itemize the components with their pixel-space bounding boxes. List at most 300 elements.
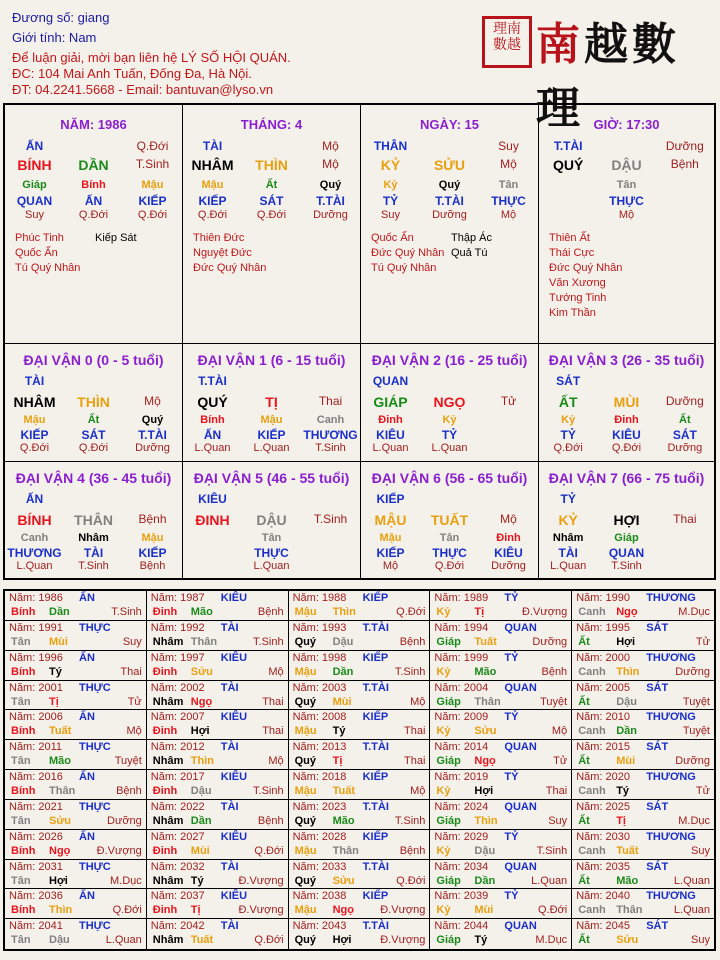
heavenly-stem: ĐINH xyxy=(195,512,230,528)
year-label: Năm: 2035 xyxy=(576,860,630,873)
year-line-1 xyxy=(151,711,284,725)
dv-hidden-gods xyxy=(539,428,714,442)
dv-hidden-stems xyxy=(183,532,360,544)
hidden-god: THƯƠNG xyxy=(303,428,358,442)
year-line-2 xyxy=(434,755,567,769)
year-branch: Dậu xyxy=(190,785,212,797)
year-line-1 xyxy=(9,592,142,606)
year-line-1 xyxy=(576,890,710,904)
year-stage: Q.Đới xyxy=(396,606,426,618)
year-stem: Canh xyxy=(578,665,606,678)
dv-god-row xyxy=(539,492,714,506)
year-stem: Giáp xyxy=(436,755,461,768)
spacer xyxy=(420,139,479,153)
year-line-2 xyxy=(434,696,567,710)
hidden-god: SÁT xyxy=(81,428,106,442)
year-god: THƯƠNG xyxy=(646,890,696,903)
year-line-1 xyxy=(576,592,710,606)
year-branch: Thìn xyxy=(474,814,498,827)
year-line-2 xyxy=(293,934,426,948)
year-label: Năm: 2012 xyxy=(150,741,205,754)
hidden-god: TỶ xyxy=(382,194,399,208)
pillar-title: NGÀY: 15 xyxy=(420,117,479,132)
hidden-god: KIẾP xyxy=(20,428,49,442)
spacer xyxy=(64,492,123,506)
year-line-1 xyxy=(293,831,426,845)
year-god: KIẾP xyxy=(362,592,389,604)
dv-stem-branch xyxy=(5,394,182,410)
year-stage: M.Dục xyxy=(678,814,710,827)
heavenly-stem: BÍNH xyxy=(17,512,52,528)
year-cell xyxy=(289,681,431,711)
hidden-stage: Q.Đới xyxy=(78,209,109,221)
year-label: Năm: 2000 xyxy=(576,651,630,664)
earthly-branch: SỬU xyxy=(433,157,466,173)
pillar-god-row xyxy=(5,139,182,153)
year-line-2 xyxy=(151,666,284,680)
heavenly-stem: QUÝ xyxy=(552,157,584,173)
year-stage: Thai xyxy=(262,725,284,738)
god-stage: Mộ xyxy=(322,139,339,153)
life-stage: Thai xyxy=(673,512,697,526)
year-cell xyxy=(572,770,714,800)
year-line-1 xyxy=(293,711,426,725)
year-branch: Tị xyxy=(332,755,343,768)
year-cell xyxy=(289,919,431,949)
year-stem: Đinh xyxy=(152,844,178,857)
year-stem: Canh xyxy=(578,606,606,618)
hidden-god: ẤN xyxy=(203,428,222,442)
year-cell xyxy=(147,770,289,800)
year-line-1 xyxy=(9,920,142,934)
year-line-1 xyxy=(293,652,426,666)
year-cell xyxy=(147,710,289,740)
year-label: Năm: 2011 xyxy=(9,741,62,754)
year-stage: Tuyệt xyxy=(682,695,710,708)
dai-van-title: ĐẠI VẬN 1 (6 - 15 tuổi) xyxy=(197,352,346,368)
year-line-2 xyxy=(9,815,142,829)
year-branch: Ngọ xyxy=(616,606,638,618)
spacer xyxy=(301,532,360,544)
year-line-1 xyxy=(434,801,567,815)
hidden-god: ẤN xyxy=(84,194,103,208)
year-god: T.TÀI xyxy=(362,920,389,933)
hidden-god: TÀI xyxy=(83,546,104,560)
year-line-2 xyxy=(151,725,284,739)
life-stage: Mộ xyxy=(144,394,161,408)
year-stem: Giáp xyxy=(436,814,461,827)
hidden-god: THỰC xyxy=(609,194,644,208)
year-line-2 xyxy=(9,934,142,948)
year-cell xyxy=(430,830,572,860)
hidden-god: SÁT xyxy=(672,428,697,442)
hidden-god: TỶ xyxy=(560,428,576,442)
hidden-stage: Mộ xyxy=(500,209,517,221)
spacer xyxy=(656,179,714,191)
year-cell xyxy=(147,591,289,621)
dai-van-0 xyxy=(5,344,183,462)
dv-hidden-stages xyxy=(183,442,360,454)
spacer xyxy=(242,374,301,388)
year-line-1 xyxy=(434,861,567,875)
hidden-stem: Nhâm xyxy=(552,532,584,544)
pillar-0 xyxy=(5,105,183,344)
dai-van-1 xyxy=(183,344,361,462)
hidden-stages-row xyxy=(5,209,182,221)
year-stem: Mậu xyxy=(294,785,317,797)
hidden-stage: T.Sinh xyxy=(78,560,109,572)
year-branch: Thân xyxy=(49,785,76,797)
year-branch: Tị xyxy=(49,695,59,708)
year-label: Năm: 1991 xyxy=(9,621,63,634)
year-cell xyxy=(430,651,572,681)
spacer xyxy=(656,492,714,506)
hidden-stem: Kỷ xyxy=(442,414,457,426)
year-stem: Nhâm xyxy=(152,814,184,827)
pillar-god-row xyxy=(183,139,360,153)
spacer xyxy=(479,492,538,506)
year-cell xyxy=(572,591,714,621)
year-cell xyxy=(572,830,714,860)
year-stage: Thai xyxy=(262,695,284,708)
dv-hidden-gods xyxy=(183,546,360,560)
life-stage: Tử xyxy=(500,394,517,408)
year-god: THƯƠNG xyxy=(646,711,696,724)
star-name: Đức Quý Nhân xyxy=(549,262,623,274)
heavenly-stem: NHÂM xyxy=(13,394,56,410)
year-label: Năm: 2024 xyxy=(434,800,489,813)
hidden-stem: Tân xyxy=(261,532,282,544)
year-god: KIÊU xyxy=(220,890,248,903)
dv-hidden-stems xyxy=(539,414,714,426)
year-cell xyxy=(430,800,572,830)
year-stage: Bệnh xyxy=(399,844,426,857)
spacer xyxy=(420,492,479,506)
earthly-branch: MÙI xyxy=(613,394,640,410)
dv-hidden-stems xyxy=(183,414,360,426)
year-stem: Mậu xyxy=(294,665,317,678)
hidden-stage: Q.Đới xyxy=(137,209,168,221)
year-label: Năm: 2008 xyxy=(292,711,347,724)
dv-hidden-gods xyxy=(5,546,182,560)
year-branch: Dậu xyxy=(49,934,70,947)
spacer xyxy=(420,374,479,388)
year-branch: Ngọ xyxy=(474,755,496,768)
year-god: TỶ xyxy=(504,651,519,664)
year-branch: Dần xyxy=(49,606,70,618)
year-branch: Mùi xyxy=(616,755,636,768)
year-label: Năm: 2042 xyxy=(150,920,205,933)
year-branch: Dậu xyxy=(616,695,637,708)
year-god: THỰC xyxy=(79,920,111,933)
year-label: Năm: 1987 xyxy=(150,592,205,604)
year-branch: Hợi xyxy=(190,725,210,738)
year-branch: Mão xyxy=(49,755,71,768)
year-stage: Bệnh xyxy=(257,606,284,618)
year-god: QUAN xyxy=(504,621,537,634)
year-branch: Sửu xyxy=(474,725,497,738)
year-stage: Thai xyxy=(120,665,142,678)
year-stage: T.Sinh xyxy=(394,814,426,827)
year-branch: Sửu xyxy=(49,814,72,827)
year-line-1 xyxy=(9,890,142,904)
spacer xyxy=(597,374,655,388)
year-stage: Thai xyxy=(545,785,568,797)
year-cell xyxy=(147,830,289,860)
year-stage: Tuyệt xyxy=(682,725,710,738)
year-line-1 xyxy=(151,682,284,696)
year-stem: Canh xyxy=(578,785,606,797)
year-stage: Đ.Vượng xyxy=(238,904,284,917)
year-line-2 xyxy=(293,904,426,918)
year-stage: Bệnh xyxy=(257,814,284,827)
contact-line: Để luận giải, mời bạn liên hệ LÝ SỐ HỘI QUÁN. xyxy=(12,50,291,65)
year-label: Năm: 1986 xyxy=(9,592,63,604)
hidden-stage: Suy xyxy=(25,209,44,221)
earthly-branch: TUẤT xyxy=(430,512,469,528)
year-branch: Tý xyxy=(49,665,62,678)
phone-email-line: ĐT: 04.2241.5668 - Email: bantuvan@lyso.vn xyxy=(12,82,274,97)
year-stage: Dưỡng xyxy=(107,814,142,827)
year-stem: Nhâm xyxy=(152,635,184,648)
star-name: Tú Quý Nhân xyxy=(15,262,81,274)
year-god: SÁT xyxy=(646,681,669,694)
year-branch: Thìn xyxy=(190,755,215,768)
year-stage: Đ.Vượng xyxy=(238,874,284,887)
hidden-stage: Q.Đới xyxy=(256,209,287,221)
hidden-stem: Đinh xyxy=(496,532,521,544)
year-stage: Q.Đới xyxy=(396,874,426,887)
year-god: ẤN xyxy=(79,890,95,903)
spacer xyxy=(479,414,538,426)
year-label: Năm: 2019 xyxy=(434,771,489,783)
year-cell xyxy=(430,919,572,949)
hidden-stem: Giáp xyxy=(614,532,639,544)
year-line-2 xyxy=(151,755,284,769)
spacer xyxy=(479,428,538,442)
year-stage: Thai xyxy=(403,725,426,738)
year-line-1 xyxy=(9,861,142,875)
year-line-2 xyxy=(576,815,710,829)
hidden-stem: Ất xyxy=(265,179,278,191)
hidden-gods-row xyxy=(539,194,714,208)
hidden-stem: Mậu xyxy=(23,414,46,426)
year-god: T.TÀI xyxy=(362,621,389,634)
dv-hidden-stages xyxy=(539,442,714,454)
spacer xyxy=(301,546,360,560)
star-name: Kim Thần xyxy=(549,307,596,319)
hidden-god: KIẾP xyxy=(138,194,167,208)
year-branch: Thân xyxy=(332,844,359,857)
dai-van-3 xyxy=(539,344,714,462)
year-line-2 xyxy=(151,696,284,710)
year-stage: Tuyệt xyxy=(540,695,568,708)
dv-hidden-stems xyxy=(361,532,538,544)
dai-van-title: ĐẠI VẬN 5 (46 - 55 tuổi) xyxy=(193,470,350,486)
year-branch: Mão xyxy=(616,874,639,887)
year-cell xyxy=(289,800,431,830)
year-cell xyxy=(289,710,431,740)
year-label: Năm: 1996 xyxy=(9,651,63,664)
pillar-god-row xyxy=(361,139,538,153)
year-label: Năm: 2013 xyxy=(292,741,347,754)
year-cell xyxy=(147,800,289,830)
year-god: TÀI xyxy=(220,741,239,754)
year-line-1 xyxy=(576,831,710,845)
year-branch: Tý xyxy=(332,725,346,738)
year-stem: Đinh xyxy=(152,725,178,738)
auspicious-stars xyxy=(549,231,622,321)
hidden-stages-row xyxy=(539,209,714,221)
year-stem: Ất xyxy=(578,695,590,708)
hidden-stage: Mộ xyxy=(618,209,635,221)
year-stem: Quý xyxy=(294,814,316,827)
dv-god-row xyxy=(539,374,714,388)
dv-stem-branch xyxy=(361,394,538,410)
year-god: ẤN xyxy=(79,651,95,664)
year-line-1 xyxy=(151,890,284,904)
year-label: Năm: 2003 xyxy=(292,681,347,694)
star-name: Tú Quý Nhân xyxy=(371,262,437,274)
year-god: ẤN xyxy=(79,592,95,604)
year-line-1 xyxy=(151,622,284,636)
year-line-2 xyxy=(576,904,710,918)
year-stem: Nhâm xyxy=(152,934,184,947)
year-label: Năm: 2040 xyxy=(576,890,630,903)
year-line-2 xyxy=(576,785,710,799)
year-line-2 xyxy=(576,666,710,680)
year-label: Năm: 2044 xyxy=(434,920,489,933)
hidden-god: SÁT xyxy=(259,194,284,208)
year-branch: Thân xyxy=(190,635,218,648)
year-cell xyxy=(572,800,714,830)
spacer xyxy=(301,374,360,388)
spacer xyxy=(242,139,301,153)
dai-van-4 xyxy=(5,462,183,580)
year-branch: Tị xyxy=(474,606,485,618)
year-stem: Tân xyxy=(11,755,31,768)
year-line-1 xyxy=(434,831,567,845)
year-god: KIẾP xyxy=(362,651,389,664)
year-branch: Dần xyxy=(474,874,496,887)
year-cell xyxy=(572,651,714,681)
year-cell xyxy=(5,800,147,830)
year-label: Năm: 2043 xyxy=(292,920,347,933)
year-god: TÀI xyxy=(220,920,239,933)
year-table xyxy=(3,589,716,951)
pillar-title: NĂM: 1986 xyxy=(60,117,127,132)
dv-hidden-gods xyxy=(361,546,538,560)
year-line-2 xyxy=(576,696,710,710)
year-line-1 xyxy=(151,920,284,934)
year-branch: Hợi xyxy=(49,874,68,887)
god-stage: Suy xyxy=(498,139,519,153)
year-line-2 xyxy=(293,725,426,739)
year-stage: Tử xyxy=(695,785,710,797)
year-label: Năm: 2038 xyxy=(292,890,347,903)
year-line-2 xyxy=(576,636,710,650)
year-stem: Mậu xyxy=(294,904,317,917)
dv-hidden-gods xyxy=(5,428,182,442)
year-god: T.TÀI xyxy=(362,860,389,873)
life-stage: Dưỡng xyxy=(665,394,704,408)
year-cell xyxy=(5,681,147,711)
year-cell xyxy=(572,710,714,740)
year-label: Năm: 2033 xyxy=(292,860,347,873)
year-god: THỰC xyxy=(79,800,111,813)
year-stem: Nhâm xyxy=(152,695,184,708)
spacer xyxy=(656,546,714,560)
year-branch: Dậu xyxy=(474,844,496,857)
year-branch: Tuất xyxy=(616,844,639,857)
pillar-title: THÁNG: 4 xyxy=(240,117,303,132)
star-name: Quốc Ấn xyxy=(371,232,414,244)
year-line-2 xyxy=(151,845,284,859)
hidden-stem: Tân xyxy=(439,532,460,544)
earthly-branch: DẦN xyxy=(78,157,109,173)
spacer xyxy=(539,179,597,191)
year-label: Năm: 2005 xyxy=(576,681,630,694)
year-stem: Bính xyxy=(11,785,36,797)
year-line-2 xyxy=(434,666,567,680)
spacer xyxy=(123,374,182,388)
star-name: Văn Xương xyxy=(549,277,606,289)
year-cell xyxy=(572,681,714,711)
star-name: Thái Cực xyxy=(549,247,595,259)
year-stem: Bính xyxy=(11,904,36,917)
year-stage: Q.Đới xyxy=(112,904,142,917)
hidden-stem: Ất xyxy=(679,414,691,426)
spacer xyxy=(656,560,714,572)
hidden-stem: Kỷ xyxy=(383,179,398,191)
hidden-stage: Q.Đới xyxy=(553,442,583,454)
year-line-1 xyxy=(151,592,284,606)
hidden-god: KIÊU xyxy=(494,546,523,560)
year-label: Năm: 2015 xyxy=(576,741,630,754)
year-stem: Kỷ xyxy=(436,785,451,797)
year-god: ẤN xyxy=(79,830,95,843)
spacer xyxy=(656,194,714,208)
year-stem: Đinh xyxy=(152,665,178,678)
year-stem: Giáp xyxy=(436,874,461,887)
year-label: Năm: 2030 xyxy=(576,830,630,843)
year-cell xyxy=(430,681,572,711)
year-cell xyxy=(289,621,431,651)
year-line-2 xyxy=(293,785,426,799)
year-line-1 xyxy=(434,890,567,904)
year-line-1 xyxy=(434,711,567,725)
hidden-stage: Q.Đới xyxy=(197,209,228,221)
year-line-1 xyxy=(9,622,142,636)
dv-hidden-stems xyxy=(361,414,538,426)
year-label: Năm: 2004 xyxy=(434,681,489,694)
year-stage: Q.Đới xyxy=(254,934,284,947)
year-line-1 xyxy=(9,741,142,755)
year-god: TỶ xyxy=(504,711,519,724)
dv-god-row xyxy=(183,374,360,388)
year-stem: Ất xyxy=(578,635,590,648)
hidden-stem: Canh xyxy=(316,414,345,426)
hidden-stage: T.Sinh xyxy=(315,442,346,454)
pillar-title: GIỜ: 17:30 xyxy=(593,117,660,132)
year-line-1 xyxy=(151,801,284,815)
year-stage: Bệnh xyxy=(399,635,426,648)
hidden-stage: Q.Đới xyxy=(78,442,109,454)
year-stem: Bính xyxy=(11,606,36,618)
hidden-stem: Quý xyxy=(141,414,164,426)
spacer xyxy=(183,546,242,560)
year-cell xyxy=(5,770,147,800)
